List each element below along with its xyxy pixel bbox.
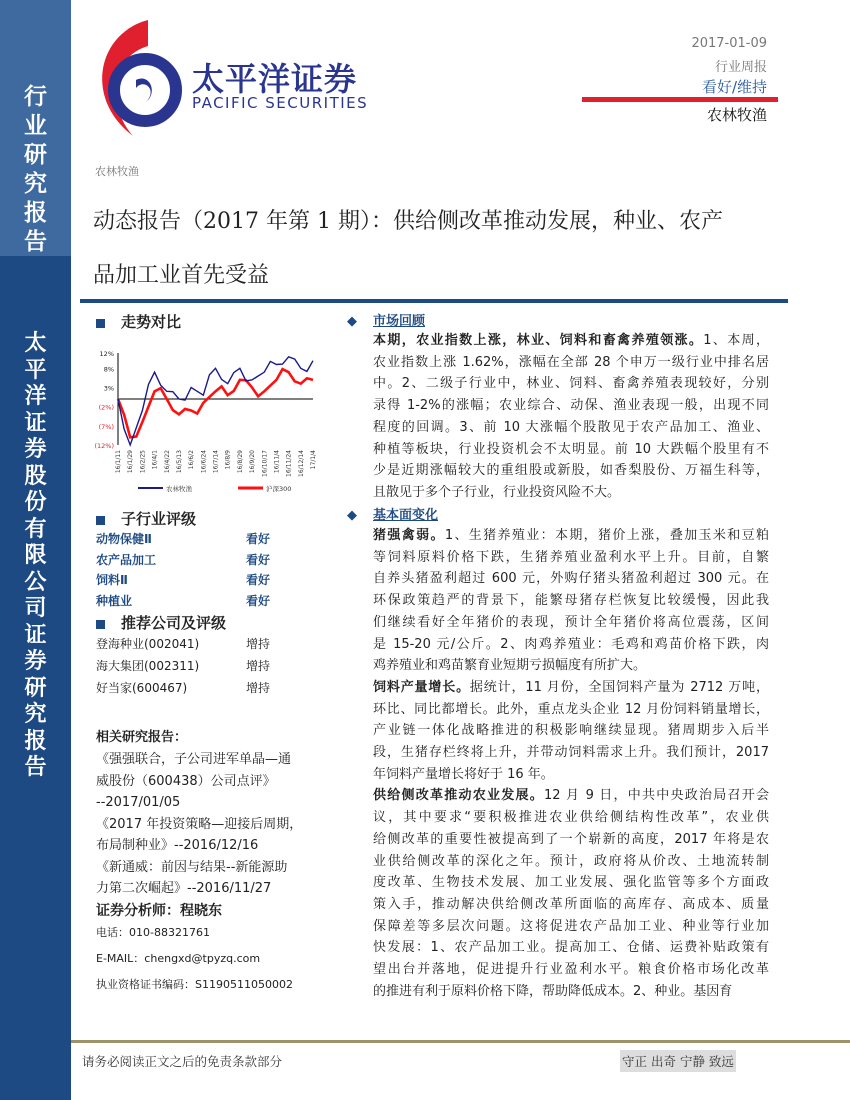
related-report-line[interactable]: 《强强联合，子公司进军单晶—通 bbox=[96, 752, 292, 767]
series-line-1 bbox=[118, 369, 313, 437]
text-line: 保障差等多层次问题。这将促进农产品加工业、种业等行业加 bbox=[373, 918, 769, 934]
text-line: 业供给侧改革的深化之年。预计，政府将从价改、土地流转制 bbox=[373, 853, 769, 869]
market-line: 1、本周， bbox=[703, 333, 769, 348]
breadcrumb: 农林牧渔 bbox=[95, 165, 139, 178]
sub-industry-row-name: 饲料Ⅱ bbox=[96, 573, 128, 587]
y-tick-label: 3% bbox=[103, 384, 114, 393]
sidebar-report-type: 行业研究报告 bbox=[24, 83, 47, 255]
x-tick-label: 16/6/24 bbox=[200, 450, 208, 474]
legend-label: 沪深300 bbox=[266, 485, 292, 493]
footer-motto: 守正 出奇 宁静 致远 bbox=[620, 1050, 736, 1072]
text-line: 录得 1-2%的涨幅；农业综合、动保、渔业表现一般，出现不同 bbox=[373, 398, 769, 414]
legend-label: 农林牧渔 bbox=[166, 485, 192, 493]
x-tick-label: 16/1/11 bbox=[115, 450, 122, 474]
text-line: 少是近期涨幅较大的重组股或新股，如香梨股份、万福生科等， bbox=[373, 463, 769, 479]
sub-industry-row-rating: 看好 bbox=[246, 532, 271, 546]
company-row-name: 好当家(600467) bbox=[96, 681, 188, 695]
text-line: 等饲料原料价格下跌，生猪养殖业盈利水平上升。目前，自繁 bbox=[373, 549, 769, 565]
companies-heading: 推荐公司及评级 bbox=[96, 612, 226, 633]
y-tick-label: (7%) bbox=[98, 422, 114, 431]
x-tick-label: 16/9/20 bbox=[249, 450, 257, 474]
fundamental-heading: ◆ 基本面变化 bbox=[347, 508, 439, 523]
x-tick-label: 16/8/9 bbox=[224, 450, 232, 470]
trend-chart bbox=[88, 344, 328, 499]
company-row bbox=[96, 657, 296, 674]
x-tick-label: 16/2/25 bbox=[139, 450, 147, 474]
sub-industry-row bbox=[96, 551, 296, 568]
company-row bbox=[96, 679, 296, 696]
report-type: 行业周报 bbox=[714, 60, 767, 75]
sub-industry-row-rating: 看好 bbox=[246, 552, 271, 567]
related-reports-heading: 相关研究报告： bbox=[96, 730, 188, 745]
text-line: 农业指数上涨 1.62%，涨幅在全部 28 个申万一级行业中排名居 bbox=[373, 354, 769, 370]
x-tick-label: 16/4/1 bbox=[151, 450, 159, 470]
text-line: 是 15-20 元/公斤。2、肉鸡养殖业：毛鸡和鸡苗价格下跌，肉 bbox=[373, 636, 769, 652]
company-row-name: 海大集团(002311) bbox=[96, 659, 200, 673]
page-title-line2: 品加工业首先受益 bbox=[93, 263, 270, 288]
market-review-heading: ◆ 市场回顾 bbox=[347, 314, 426, 329]
sub-industry-row bbox=[96, 592, 296, 609]
x-tick-label: 16/7/14 bbox=[212, 450, 220, 474]
text-line: 议，其中要求“要积极推进农业供给侧结构性改革”，农业供 bbox=[373, 810, 769, 826]
x-tick-label: 16/10/17 bbox=[261, 450, 269, 477]
text-line bbox=[373, 330, 769, 352]
text-line: 度改革、生物技术发展、加工业发展、强化监管等多个方面政 bbox=[373, 875, 769, 891]
report-date: 2017-01-09 bbox=[691, 36, 767, 51]
sub-industry-row-name: 动物保健Ⅱ bbox=[96, 532, 152, 546]
trend-heading: 走势对比 bbox=[96, 311, 181, 332]
footer-rule bbox=[71, 1040, 850, 1043]
text-line: 中。2、二级子行业中，林业、饲料、畜禽养殖表现较好，分别 bbox=[373, 376, 769, 392]
company-row-rating: 增持 bbox=[246, 637, 271, 651]
sub-industry-row bbox=[96, 571, 296, 588]
sub-rating-heading: 子行业评级 bbox=[96, 508, 196, 529]
footer-disclaimer[interactable]: 请务必阅读正文之后的免责条款部分 bbox=[82, 1054, 283, 1069]
title-rule bbox=[80, 299, 788, 303]
market-review-text bbox=[373, 330, 769, 504]
x-tick-label: 16/12/14 bbox=[297, 450, 305, 477]
x-tick-label: 16/11/24 bbox=[285, 450, 293, 477]
analyst-phone: 电话：010-88321761 bbox=[96, 926, 210, 939]
analyst-license: 执业资格证书编码：S1190511050002 bbox=[96, 978, 293, 991]
y-tick-label: (12%) bbox=[94, 442, 114, 450]
text-line: 鸡养殖业和鸡苗繁育业短期亏损幅度有所扩大。 bbox=[373, 658, 647, 674]
text-line: 快发展：1、农产品加工业。提高加工、仓储、运费补贴政策有 bbox=[373, 940, 769, 956]
sub-industry-row-name: 种植业 bbox=[96, 593, 133, 608]
paragraph-lead: 供给侧改革推动农业发展。 bbox=[373, 788, 545, 804]
sidebar-company-name: 太平洋证券股份有限公司证券研究报告 bbox=[24, 330, 47, 780]
analyst-name: 证券分析师：程晓东 bbox=[96, 903, 222, 919]
text-line: 产业链一体化战略推进的积极影响继续显现。猪周期步入后半 bbox=[373, 723, 769, 739]
y-tick-label: 8% bbox=[103, 365, 114, 374]
x-tick-label: 16/8/29 bbox=[236, 450, 244, 474]
brand-name-en: PACIFIC SECURITIES bbox=[192, 94, 369, 112]
x-tick-label: 16/11/4 bbox=[273, 450, 281, 474]
page-title-line1: 动态报告（2017 年第 1 期）：供给侧改革推动发展，种业、农产 bbox=[93, 209, 723, 234]
paragraph-lead: 猪强禽弱。 bbox=[373, 528, 445, 543]
company-row-rating: 增持 bbox=[246, 681, 271, 695]
related-report-line[interactable]: 力第二次崛起》--2016/11/27 bbox=[96, 881, 272, 896]
industry-rating: 看好/维持 bbox=[701, 78, 767, 96]
x-tick-label: 16/5/13 bbox=[175, 450, 183, 474]
paragraph-text: 12 月 9 日，中共中央政治局召开会 bbox=[544, 788, 769, 804]
x-tick-label: 17/1/4 bbox=[310, 450, 317, 470]
text-line: 段，生猪存栏终将上升，并带动饲料需求上升。我们预计，2017 bbox=[373, 745, 769, 761]
related-report-line[interactable]: 威股份（600438）公司点评》 bbox=[96, 773, 276, 789]
text-line: 策入手，推动解决供给侧改革所面临的高库存、高成本、质量 bbox=[373, 896, 769, 912]
industry-name: 农林牧渔 bbox=[706, 106, 767, 124]
x-tick-label: 16/1/29 bbox=[127, 450, 135, 474]
text-line bbox=[373, 785, 769, 807]
fundamental-text bbox=[373, 525, 769, 1002]
market-lead: 本期，农业指数上涨，林业、饲料和畜禽养殖领涨。 bbox=[373, 333, 704, 348]
company-row-rating: 增持 bbox=[246, 659, 271, 673]
related-report-line[interactable]: 布局制种业》--2016/12/16 bbox=[96, 838, 259, 853]
text-line: 年饲料产量增长将好于 16 年。 bbox=[373, 766, 554, 782]
text-line: 环保政策趋严的背景下，能繁母猪存栏恢复比较缓慢，因此我 bbox=[373, 593, 769, 609]
analyst-email[interactable]: E-MAIL：chengxd@tpyzq.com bbox=[96, 952, 261, 965]
sub-industry-row-rating: 看好 bbox=[246, 593, 271, 608]
related-report-line[interactable]: 《2017 年投资策略—迎接后周期， bbox=[96, 816, 303, 832]
text-line: 们继续看好全年猪价的表现，预计全年猪价将高位震荡，区间 bbox=[373, 614, 769, 630]
text-line: 环比、同比都增长。此外，重点龙头企业 12 月份饲料销量增长， bbox=[373, 701, 769, 717]
logo-icon bbox=[88, 18, 188, 138]
text-line: 且散见于多个子行业，行业投资风险不大。 bbox=[373, 484, 621, 500]
text-line: 的推进有利于原料价格下降，帮助降低成本。2、种业。基因育 bbox=[373, 983, 733, 999]
related-reports-list bbox=[96, 749, 316, 900]
y-tick-label: 12% bbox=[99, 350, 114, 358]
paragraph-text: 据统计，11 月份，全国饲料产量为 2712 万吨， bbox=[469, 679, 769, 695]
text-line: 自养头猪盈利超过 600 元，外购仔猪头猪盈利超过 300 元。在 bbox=[373, 571, 769, 587]
company-row bbox=[96, 635, 296, 652]
y-tick-label: (2%) bbox=[98, 403, 114, 412]
text-line: 望出台并落地，促进提升行业盈利水平。粮食价格市场化改革 bbox=[373, 962, 769, 978]
company-row-name: 登海种业(002041) bbox=[96, 637, 200, 651]
brand-name-cn: 太平洋证券 bbox=[192, 60, 358, 98]
related-report-line[interactable]: --2017/01/05 bbox=[96, 795, 181, 810]
related-report-line[interactable]: 《新通威：前因与结果--新能源助 bbox=[96, 859, 288, 875]
x-tick-label: 16/6/2 bbox=[188, 450, 196, 470]
text-line: 程度的回调。3、前 10 大涨幅个股散见于农产品加工、渔业、 bbox=[373, 419, 769, 435]
text-line: 给侧改革的重要性被提高到了一个崭新的高度，2017 年将是农 bbox=[373, 831, 769, 847]
paragraph-lead: 饲料产量增长。 bbox=[373, 679, 470, 695]
x-tick-label: 16/4/22 bbox=[163, 450, 171, 474]
text-line bbox=[373, 525, 769, 547]
sub-industry-row bbox=[96, 530, 296, 547]
text-line bbox=[373, 677, 769, 699]
text-line: 种植等板块，行业投资机会不太明显。前 10 大跌幅个股里有不 bbox=[373, 441, 769, 457]
sub-industry-row-rating: 看好 bbox=[246, 573, 271, 587]
header-red-bar bbox=[582, 97, 778, 102]
paragraph-text: 1、生猪养殖业：本期，猪价上涨，叠加玉米和豆粕 bbox=[444, 528, 769, 543]
sub-industry-row-name: 农产品加工 bbox=[96, 552, 157, 567]
